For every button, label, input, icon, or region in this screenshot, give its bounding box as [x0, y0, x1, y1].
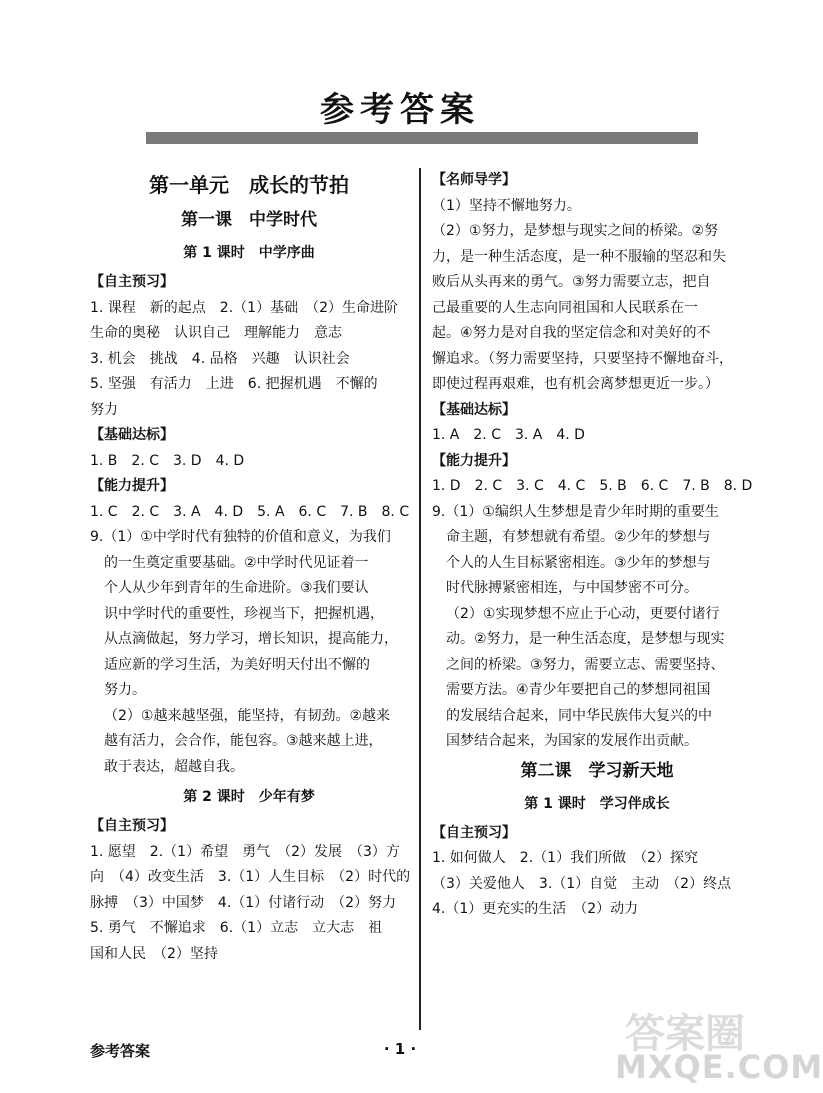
- answer-line: 努力: [90, 401, 118, 418]
- answer-line: 脉搏 （3）中国梦 4.（1）付诸行动 （2）努力: [90, 894, 397, 911]
- period-heading-1: 第 1 课时 中学序曲: [183, 245, 315, 261]
- answer-line: 5. 坚强 有活力 上进 6. 把握机遇 不懈的: [90, 376, 378, 392]
- answer-line: 努力。: [104, 682, 146, 698]
- section-heading: 【能力提升】: [90, 478, 174, 494]
- section-heading: 【基础达标】: [432, 401, 516, 418]
- answer-line: 越有活力，会合作，能包容。③越来越上进，: [104, 733, 383, 749]
- answer-line: （1）坚持不懈地努力。: [432, 197, 581, 214]
- period-heading-3: 第 1 课时 学习伴成长: [524, 795, 670, 812]
- answer-line: 个人从少年到青年的生命进阶。③我们要认: [104, 580, 369, 596]
- watermark-logo-text: 答案圈: [625, 1011, 745, 1057]
- answer-line: 适应新的学习生活，为美好明天付出不懈的: [104, 656, 370, 673]
- answer-line: 识中学时代的重要性，珍视当下，把握机遇，: [104, 605, 384, 622]
- column-divider: [419, 168, 421, 1030]
- section-heading: 【能力提升】: [432, 452, 516, 469]
- answer-line: 生命的奥秘 认识自己 理解能力 意志: [90, 325, 342, 341]
- title-underline-bar: [146, 132, 698, 144]
- section-heading: 【自主预习】: [90, 818, 174, 834]
- answer-line: （2）①越来越坚强，能坚持，有韧劲。②越来: [104, 707, 391, 724]
- answer-line: 1. 课程 新的起点 2.（1）基础 （2）生命进阶: [90, 299, 398, 316]
- answer-line: 1. B 2. C 3. D 4. D: [90, 452, 245, 469]
- answer-line: 即使过程再艰难，也有机会离梦想更近一步。）: [432, 376, 719, 392]
- answer-line: 之间的桥梁。③努力，需要立志、需要坚持、: [446, 656, 725, 673]
- watermark: [615, 1000, 823, 1090]
- answer-line: 1. C 2. C 3. A 4. D 5. A 6. C 7. B 8. C: [90, 503, 410, 520]
- answer-line: 命主题，有梦想就有希望。②少年的梦想与: [446, 529, 711, 545]
- answer-line: 从点滴做起，努力学习，增长知识，提高能力，: [104, 631, 398, 647]
- answer-line: 力，是一种生活态度，是一种不服输的坚忍和失: [432, 248, 726, 265]
- answer-line: 敢于表达，超越自我。: [104, 758, 244, 775]
- lesson-heading-2: 第二课 学习新天地: [520, 760, 674, 781]
- answer-line: 己最重要的人生志向同祖国和人民联系在一: [432, 299, 698, 316]
- answer-line: 5. 勇气 不懈追求 6.（1）立志 立大志 祖: [90, 920, 383, 936]
- answer-line: 1. D 2. C 3. C 4. C 5. B 6. C 7. B 8. D: [432, 478, 753, 494]
- answer-line: 需要方法。④青少年要把自己的梦想同祖国: [446, 682, 711, 698]
- section-heading: 【基础达标】: [90, 427, 174, 443]
- page-number: · 1 ·: [383, 1040, 417, 1058]
- answer-line: 4.（1）更充实的生活 （2）动力: [432, 901, 639, 917]
- answer-line: 个人的人生目标紧密相连。③少年的梦想与: [446, 554, 711, 571]
- answer-line: （2）①努力，是梦想与现实之间的桥梁。②努: [432, 223, 719, 239]
- answer-line: 9.（1）①中学时代有独特的价值和意义，为我们: [90, 529, 391, 545]
- watermark-url-text: MXQE.COM: [615, 1048, 823, 1086]
- footer-label: 参考答案: [90, 1042, 151, 1060]
- answer-line: 1. 愿望 2.（1）希望 勇气 （2）发展 （3）方: [90, 843, 400, 860]
- section-heading: 【自主预习】: [432, 824, 516, 841]
- answer-line: 的发展结合起来，同中华民族伟大复兴的中: [446, 707, 712, 724]
- answer-line: 向 （4）改变生活 3.（1）人生目标 （2）时代的: [90, 869, 411, 885]
- answer-line: （3）关爱他人 3.（1）自觉 主动 （2）终点: [432, 875, 732, 892]
- right-column: [432, 168, 762, 923]
- answer-line: 懈追求。（努力需要坚持，只要坚持不懈地奋斗，: [432, 350, 733, 367]
- answer-line: 国和人民 （2）坚持: [90, 945, 218, 962]
- answer-line: 时代脉搏紧密相连，与中国梦密不可分。: [446, 580, 698, 596]
- answer-line: 1. A 2. C 3. A 4. D: [432, 427, 585, 443]
- answer-line: （2）①实现梦想不应止于心动，更要付诸行: [446, 605, 720, 622]
- answer-line: 国梦结合起来，为国家的发展作出贡献。: [446, 733, 698, 749]
- period-heading-2: 第 2 课时 少年有梦: [183, 789, 315, 805]
- section-heading: 【自主预习】: [90, 274, 174, 290]
- answer-line: 动。②努力，是一种生活态度，是梦想与现实: [446, 631, 725, 647]
- answer-line: 9.（1）①编织人生梦想是青少年时期的重要生: [432, 503, 719, 520]
- page-title: 参考答案: [320, 90, 480, 130]
- answer-line: 的一生奠定重要基础。②中学时代见证着一: [104, 554, 369, 571]
- answer-line: 起。④努力是对自我的坚定信念和对美好的不: [432, 325, 711, 341]
- answer-line: 3. 机会 挑战 4. 品格 兴趣 认识社会: [90, 350, 350, 367]
- lesson-heading-1: 第一课 中学时代: [181, 210, 317, 230]
- answer-line: 败后从头再来的勇气。③努力需要立志，把自: [432, 274, 711, 290]
- section-heading: 【名师导学】: [432, 172, 516, 188]
- unit-heading: 第一单元 成长的节拍: [149, 173, 349, 197]
- answer-line: 1. 如何做人 2.（1）我们所做 （2）探究: [432, 850, 698, 866]
- left-column: [90, 168, 411, 967]
